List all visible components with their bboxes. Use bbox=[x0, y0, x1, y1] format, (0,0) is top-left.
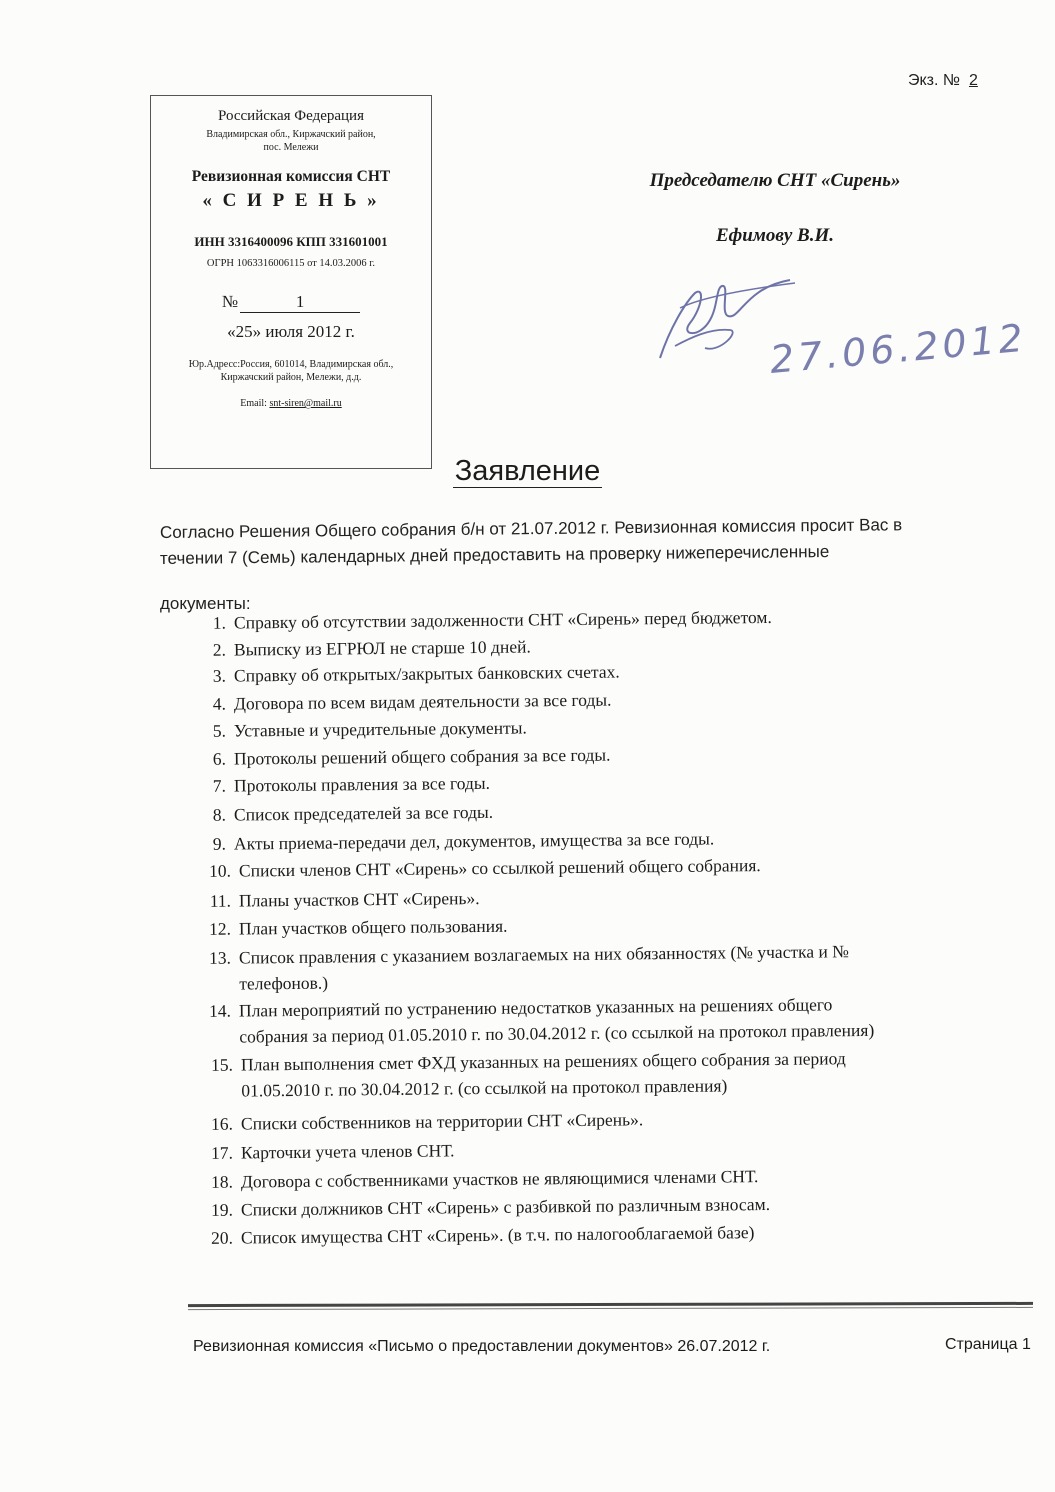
list-item-continuation: собрания за период 01.05.2010 г. по 30.04.2012 г. (со ссылкой на протокол правления) bbox=[239, 1019, 875, 1047]
stamp-ogrn: ОГРН 1063316006115 от 14.03.2006 г. bbox=[206, 258, 376, 269]
stamp-org-name: « С И Р Е Н Ь » bbox=[202, 190, 380, 211]
stamp-reg-prefix: № bbox=[221, 292, 239, 311]
list-item-number: 4. bbox=[212, 693, 227, 714]
list-item-number: 1. bbox=[212, 612, 227, 633]
list-item bbox=[197, 1140, 455, 1164]
list-item-text: Протоколы правления за все годы. bbox=[233, 772, 491, 796]
copy-number bbox=[908, 72, 978, 90]
stamp-email bbox=[151, 398, 431, 409]
stamp-reg-number bbox=[151, 292, 431, 313]
list-item-text: Списки должников СНТ «Сирень» с разбивкой по различным взносам. bbox=[240, 1193, 771, 1220]
list-item bbox=[195, 888, 480, 912]
stamp-country: Российская Федерация bbox=[218, 108, 364, 124]
list-item-number: 20. bbox=[211, 1227, 234, 1248]
list-item-number: 14. bbox=[209, 1000, 232, 1021]
page-number: Страница 1 bbox=[945, 1336, 1031, 1353]
footer-text: Ревизионная комиссия «Письмо о предоставлении документов» 26.07.2012 г. bbox=[193, 1338, 771, 1355]
list-item bbox=[190, 662, 620, 687]
stamp-region bbox=[151, 128, 431, 154]
list-item-number: 9. bbox=[212, 833, 227, 854]
list-item-number: 5. bbox=[212, 720, 227, 741]
list-item-text: Карточки учета членов СНТ. bbox=[240, 1140, 455, 1163]
commission-stamp bbox=[150, 95, 432, 469]
intro-line-2: течении 7 (Семь) календарных дней предоставить на проверку нижеперечисленные bbox=[159, 541, 830, 568]
list-item bbox=[197, 1109, 643, 1135]
list-item-text: Списки членов СНТ «Сирень» со ссылкой решений общего собрания. bbox=[238, 855, 761, 881]
copy-number-value: 2 bbox=[968, 72, 978, 89]
list-item-text: Акты приема-передачи дел, документов, имущества за все годы. bbox=[233, 828, 715, 854]
list-item-text: Список имущества СНТ «Сирень». (в т.ч. по налогооблагаемой базе) bbox=[240, 1222, 755, 1248]
list-item-text: Выписку из ЕГРЮЛ не старше 10 дней. bbox=[233, 636, 531, 660]
stamp-email-link[interactable]: snt-siren@mail.ru bbox=[269, 398, 342, 409]
list-item-text: Планы участков СНТ «Сирень». bbox=[238, 888, 480, 911]
addressee-name: Ефимову В.И. bbox=[716, 225, 834, 246]
list-item bbox=[197, 1222, 755, 1249]
stamp-org: Ревизионная комиссия СНТ bbox=[191, 168, 391, 185]
list-item-text: Списки собственников на территории СНТ «Сирень». bbox=[240, 1109, 644, 1134]
document-title-text: Заявление bbox=[454, 455, 601, 487]
list-item-number: 11. bbox=[209, 890, 232, 911]
list-item-text: План участков общего пользования. bbox=[238, 915, 508, 939]
list-item-number: 19. bbox=[211, 1199, 234, 1220]
intro-line-1: Согласно Решения Общего собрания б/н от 21.07.2012 г. Ревизионная комиссия просит Вас в bbox=[159, 515, 903, 542]
stamp-address-line2: Киржачский район, Мележи, д.д. bbox=[220, 372, 362, 383]
list-item bbox=[190, 717, 527, 742]
list-item-number: 15. bbox=[211, 1054, 234, 1075]
list-item-number: 8. bbox=[212, 804, 227, 825]
list-item bbox=[195, 916, 508, 940]
stamp-region-line2: пос. Мележи bbox=[263, 142, 319, 153]
list-item-continuation: телефонов.) bbox=[239, 972, 329, 994]
stamp-region-line1: Владимирская обл., Киржачский район, bbox=[206, 129, 376, 140]
list-item-continuation: 01.05.2010 г. по 30.04.2012 г. (со ссылкой на протокол правления) bbox=[241, 1075, 728, 1101]
list-item-number: 3. bbox=[212, 665, 227, 686]
list-item-text: Список председателей за все годы. bbox=[233, 801, 494, 825]
list-item bbox=[195, 855, 761, 882]
list-item bbox=[197, 1194, 770, 1221]
list-item-number: 7. bbox=[212, 775, 227, 796]
list-item bbox=[195, 994, 875, 1047]
list-item bbox=[190, 607, 772, 634]
list-item bbox=[190, 745, 611, 770]
list-item-text: Договора по всем видам деятельности за все годы. bbox=[233, 689, 612, 714]
list-item-number: 6. bbox=[212, 748, 227, 769]
handwritten-date: 27.06.2012 bbox=[768, 315, 1029, 382]
intro-line-3: документы: bbox=[160, 594, 251, 613]
list-item-text: Справку об открытых/закрытых банковских счетах. bbox=[233, 661, 620, 686]
list-item bbox=[195, 941, 849, 994]
list-item-text: План мероприятий по устранению недостатков указанных на решениях общего bbox=[238, 994, 833, 1021]
list-item bbox=[190, 773, 490, 797]
list-item-number: 2. bbox=[212, 639, 227, 660]
stamp-inn: ИНН 3316400096 КПП 331601001 bbox=[194, 234, 388, 249]
stamp-date: «25» июля 2012 г. bbox=[227, 322, 355, 341]
footer-rule-thin bbox=[188, 1307, 1033, 1310]
list-item bbox=[190, 802, 493, 826]
list-item-number: 18. bbox=[211, 1171, 234, 1192]
list-item-number: 17. bbox=[211, 1142, 234, 1163]
list-item-text: Протоколы решений общего собрания за все годы. bbox=[233, 744, 611, 769]
list-item-text: Список правления с указанием возлагаемых на них обязанностях (№ участка и № bbox=[238, 941, 849, 968]
list-item bbox=[190, 829, 714, 855]
list-item-text: План выполнения смет ФХД указанных на решениях общего собрания за период bbox=[240, 1048, 846, 1075]
list-item-number: 10. bbox=[209, 860, 232, 881]
list-item bbox=[190, 636, 531, 661]
stamp-address-line1: Юр.Адресс:Россия, 601014, Владимирская обл., bbox=[188, 359, 394, 370]
list-item-text: Уставные и учредительные документы. bbox=[233, 717, 527, 741]
list-item-number: 16. bbox=[211, 1113, 234, 1134]
stamp-address bbox=[151, 358, 431, 384]
list-item bbox=[197, 1048, 846, 1101]
list-item bbox=[197, 1166, 759, 1193]
list-item-number: 13. bbox=[209, 947, 232, 968]
list-item-number: 12. bbox=[209, 918, 232, 939]
list-item-text: Договора с собственниками участков не являющимися членами СНТ. bbox=[240, 1166, 759, 1192]
stamp-reg-value: 1 bbox=[240, 292, 360, 313]
list-item bbox=[190, 690, 612, 715]
copy-number-prefix: Экз. № bbox=[908, 72, 961, 89]
document-title bbox=[0, 455, 1055, 488]
stamp-email-label: Email: bbox=[240, 398, 267, 409]
addressee-title: Председателю СНТ «Сирень» bbox=[649, 170, 901, 191]
list-item-text: Справку об отсутствии задолженности СНТ «Сирень» перед бюджетом. bbox=[233, 606, 772, 633]
